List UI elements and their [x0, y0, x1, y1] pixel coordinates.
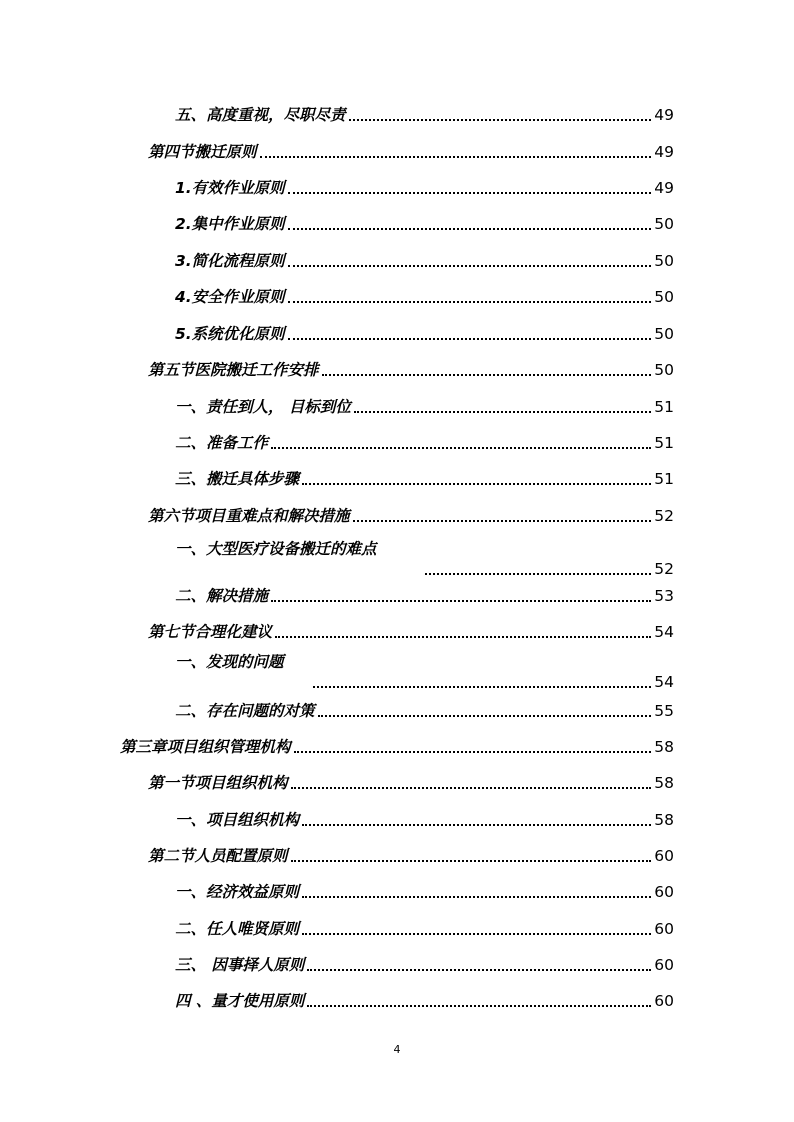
dot-leader [313, 686, 651, 688]
dot-leader [318, 715, 652, 717]
toc-entry-title: 三、 因事择人原则 [175, 956, 305, 974]
dot-leader [288, 301, 652, 303]
toc-entry-title: 1.有效作业原则 [175, 179, 285, 197]
toc-entry[interactable] [175, 700, 674, 722]
toc-entry-title: 一、责任到人， 目标到位 [175, 398, 351, 416]
toc-entry-page: 50 [654, 252, 674, 270]
toc-entry-page: 50 [654, 325, 674, 343]
toc-entry-title: 第七节合理化建议 [148, 623, 273, 641]
dot-leader [288, 338, 652, 340]
toc-entry-title: 第五节医院搬迁工作安排 [148, 361, 319, 379]
toc-entry-title: 第四节搬迁原则 [148, 143, 257, 161]
toc-entry[interactable] [175, 323, 674, 345]
toc-entry-page: 58 [654, 738, 674, 756]
dot-leader [322, 374, 652, 376]
toc-entry-page: 58 [654, 811, 674, 829]
toc-entry[interactable] [148, 845, 674, 867]
toc-entry[interactable] [175, 213, 674, 235]
toc-entry-page: 54 [654, 623, 674, 641]
toc-entry-page: 60 [654, 847, 674, 865]
toc-entry[interactable] [175, 918, 674, 940]
toc-entry-title: 第二节人员配置原则 [148, 847, 288, 865]
toc-entry[interactable] [120, 736, 674, 758]
toc-entry-title: 第三章项目组织管理机构 [120, 738, 291, 756]
toc-entry-page: 52 [654, 560, 674, 578]
toc-entry-title: 一、大型医疗设备搬迁的难点 [175, 540, 377, 558]
toc-entry-title: 三、搬迁具体步骤 [175, 470, 300, 488]
toc-entry-page: 60 [654, 883, 674, 901]
dot-leader [307, 1005, 651, 1007]
toc-entry[interactable] [148, 621, 674, 643]
dot-leader [275, 636, 651, 638]
toc-entry[interactable] [148, 505, 674, 527]
toc-entry[interactable] [175, 177, 674, 199]
toc-entry-page: 51 [654, 434, 674, 452]
toc-entry[interactable] [175, 104, 674, 126]
dot-leader [302, 933, 651, 935]
toc-entry-title: 5.系统优化原则 [175, 325, 285, 343]
dot-leader [353, 520, 652, 522]
toc-entry[interactable] [175, 653, 674, 693]
page-number: 4 [393, 1043, 401, 1056]
toc-entry-page: 58 [654, 774, 674, 792]
dot-leader [288, 228, 652, 230]
toc-entry[interactable] [175, 286, 674, 308]
toc-entry-title: 4.安全作业原则 [175, 288, 285, 306]
toc-entry[interactable] [148, 359, 674, 381]
toc-entry-page: 50 [654, 288, 674, 306]
toc-entry-title: 五、高度重视，尽职尽责 [175, 106, 346, 124]
dot-leader [291, 860, 652, 862]
toc-entry[interactable] [148, 772, 674, 794]
toc-entry-page: 60 [654, 992, 674, 1010]
dot-leader [260, 156, 652, 158]
toc-entry[interactable] [175, 468, 674, 490]
toc-entry[interactable] [175, 540, 674, 580]
toc-entry-page: 50 [654, 215, 674, 233]
toc-entry[interactable] [148, 141, 674, 163]
toc-entry-title: 一、项目组织机构 [175, 811, 300, 829]
dot-leader [291, 787, 652, 789]
toc-entry-page: 51 [654, 398, 674, 416]
dot-leader [288, 192, 652, 194]
toc-entry[interactable] [175, 396, 674, 418]
toc-entry-title: 第六节项目重难点和解决措施 [148, 507, 350, 525]
dot-leader [288, 265, 652, 267]
dot-leader [271, 600, 651, 602]
toc-entry-page: 52 [654, 507, 674, 525]
toc-entry[interactable] [175, 585, 674, 607]
toc-entry-title: 二、解决措施 [175, 587, 269, 605]
toc-entry[interactable] [175, 250, 674, 272]
toc-entry-page: 49 [654, 179, 674, 197]
dot-leader [354, 411, 651, 413]
dot-leader [307, 969, 651, 971]
toc-entry[interactable] [175, 809, 674, 831]
toc-entry-page: 55 [654, 702, 674, 720]
toc-entry-page: 60 [654, 956, 674, 974]
toc-entry[interactable] [175, 432, 674, 454]
toc-entry-title: 二、存在问题的对策 [175, 702, 315, 720]
toc-entry-page: 50 [654, 361, 674, 379]
dot-leader [302, 824, 651, 826]
dot-leader [271, 447, 651, 449]
toc-entry-page: 60 [654, 920, 674, 938]
toc-entry-title: 二、准备工作 [175, 434, 269, 452]
dot-leader [294, 751, 652, 753]
toc-entry-title: 二、任人唯贤原则 [175, 920, 300, 938]
dot-leader [349, 119, 652, 121]
toc-entry[interactable] [175, 990, 674, 1012]
dot-leader [302, 896, 651, 898]
toc-entry[interactable] [175, 954, 674, 976]
toc-entry[interactable] [175, 881, 674, 903]
toc-entry-title: 第一节项目组织机构 [148, 774, 288, 792]
toc-entry-page: 53 [654, 587, 674, 605]
toc-entry-title: 四 、量才使用原则 [175, 992, 305, 1010]
dot-leader [425, 573, 651, 575]
toc-entry-title: 一、经济效益原则 [175, 883, 300, 901]
toc-entry-page: 49 [654, 106, 674, 124]
dot-leader [302, 483, 651, 485]
toc-entry-title: 一、发现的问题 [175, 653, 284, 671]
toc-entry-page: 51 [654, 470, 674, 488]
toc-entry-title: 2.集中作业原则 [175, 215, 285, 233]
toc-entry-title: 3.简化流程原则 [175, 252, 285, 270]
toc-entry-page: 49 [654, 143, 674, 161]
toc-entry-page: 54 [654, 673, 674, 691]
